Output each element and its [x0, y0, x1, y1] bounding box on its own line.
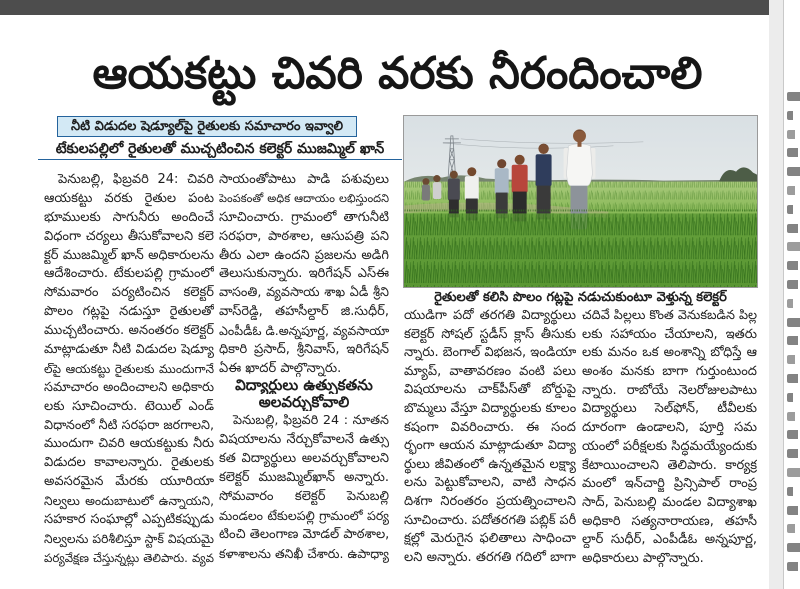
article-text-line: క్టర్ ముజమ్మిల్ ఖాన్ అధికారులను [44, 247, 214, 263]
article-text-line: ఏఈ ఖాదర్ పాల్గొన్నారు. [219, 360, 342, 376]
article-text-line: మండలం టేకులపల్లి గ్రామంలో పర్య [219, 508, 389, 523]
clipped-text-fragment [787, 468, 800, 477]
clipped-text-fragment [787, 261, 798, 270]
article-text-line: సోమవారం పర్యటించిన కలెక్టర్ [44, 285, 214, 301]
clipped-text-fragment [787, 543, 800, 552]
article-text-line: సాద్, పెనుబల్లి మండల విద్యాశాఖ [582, 494, 757, 510]
article-column-2-top [219, 171, 389, 379]
article-text-line: సరఫరా, పాఠశాల, ఆసుపత్రి పని [219, 228, 389, 244]
article-text-line: యంలో పరీక్షలకు సిద్ధమయ్యేందుకు [582, 438, 757, 454]
adjacent-article-edge [787, 92, 800, 582]
article-text-line: తీరు ఎలా ఉందని ప్రజలను అడిగి [219, 247, 389, 263]
article-text-line: భూములకు సాగునీరు అందించే [44, 209, 214, 225]
clipped-text-fragment [787, 111, 793, 120]
clipped-text-fragment [787, 130, 795, 139]
article-text-line: కత విద్యార్థులు అలవర్చుకోవాలని [219, 451, 389, 466]
article-text-line: సోమవారం కలెక్టర్ పెనుబల్లి [219, 489, 389, 504]
article-text-line: మ్యాప్, వాతావరణం వంటి పలు [404, 363, 576, 379]
clipped-text-fragment [787, 449, 798, 458]
clipped-text-fragment [787, 148, 798, 157]
article-text-line: సూచించారు. పదోతరగతి పబ్లిక్ పరీ [404, 512, 576, 528]
clipped-text-fragment [787, 524, 795, 533]
page-top-band [0, 0, 770, 15]
students-subheading [219, 377, 389, 411]
article-text-line: పొలం గట్లపై నడుస్తూ రైతులతో [44, 304, 214, 320]
article-text-line: విడుదల కావాలన్నారు. రైతులకు [44, 455, 214, 471]
article-text-line: న్నారు. బెంగాల్ విభజన, ఇండియా [404, 345, 576, 361]
article-text-line: విధంగా చర్యలు తీసుకోవాలని కలె [44, 228, 214, 244]
article-text-line: టించి తెలంగాణ మోడల్ పాఠశాల, [219, 527, 389, 542]
article-text-line: విషయాలను చాక్‌పీస్‌తో బోర్డుపై [404, 382, 576, 398]
clipped-text-fragment [787, 186, 795, 195]
field-photo-illustration [404, 116, 757, 287]
article-text-line: కళాశాలను తనిఖీ చేశారు. ఉపాధ్యా [219, 546, 389, 561]
article-text-line: బొమ్మలు వేస్తూ విద్యార్థులకు కూలం [404, 400, 576, 416]
clipped-text-fragment [787, 318, 800, 327]
article-text-line: దిశగా నిరంతరం ప్రయత్నించాలని [404, 493, 576, 509]
clipped-text-fragment [787, 299, 793, 308]
article-text-line: వాసంతి, వ్యవసాయ శాఖ ఏడీ శ్రీని [219, 285, 389, 301]
clipped-text-fragment [787, 487, 793, 496]
article-column-4 [582, 307, 757, 569]
article-text-line: ఆదేశించారు. టేకులపల్లి గ్రామంలో [44, 266, 214, 282]
article-text-line: లని అన్నారు. తరగతి గదిలో బాగా [404, 549, 576, 565]
person-figure [536, 144, 552, 220]
subheading-line: విద్యార్థులు ఉత్సుకతను [235, 377, 373, 394]
article-column-1 [44, 171, 214, 568]
person-figure [433, 175, 441, 199]
headline: ఆయకట్టు చివరి వరకు నీరందించాలి [92, 48, 703, 99]
subheading-line: అలవర్చుకోవాలి [258, 394, 350, 411]
article-text-line: ర్థులు జీవితంలో ఉన్నతమైన లక్ష్యా [404, 456, 576, 472]
article-text-line: సూచించారు. గ్రామంలో తాగునీటి [219, 209, 389, 225]
article-text-line: నిల్వలను పరిశీలిస్తూ స్టాక్ విషయమై [44, 531, 214, 546]
clipped-text-fragment [787, 205, 793, 214]
article-text-line: అవసరమైన మేరకు యూరియా [44, 474, 214, 490]
foreground-crop-blades [404, 209, 757, 287]
article-text-line: పెనుబల్లి, ఫిబ్రవరి 24: చివరి [58, 172, 214, 187]
clipped-text-fragment [787, 92, 800, 101]
article-text-line: వాస్‌రెడ్డి, తహసీల్దార్ జి.సుధీర్, [219, 304, 389, 320]
clipped-text-fragment [787, 280, 798, 289]
article-text-line: అంశం మనకు బాగా గుర్తుంటుంద [582, 364, 757, 380]
article-text-line: ముచ్చటించారు. అనంతరం కలెక్టర్ [44, 323, 214, 339]
article-text-line: దూరంగా ఉండాలని, పూర్తి సమ [582, 420, 757, 436]
article-text-line: విద్యార్థులు సెల్‌ఫోన్, టీవీలకు [582, 401, 757, 417]
clipped-text-fragment [787, 374, 798, 383]
article-text-line: పర్యవేక్షణ చేస్తున్నట్లు తెలిపారు. వ్యవ [44, 550, 214, 565]
article-text-line: క్షల్లో మెరుగైన ఫలితాలు సాధించా [404, 531, 576, 547]
article-text-line: ర్భంగా ఆయన మాట్లాడుతూ విద్యా [404, 438, 576, 454]
article-text-line: ల్‌పై ఆయకట్టు రైతులకు ముందుగానే [44, 361, 214, 376]
article-text-line: ల్దార్ సుధీర్, ఎంపీడీఓ అన్నపూర్ణ, [582, 532, 757, 548]
article-column-3 [404, 307, 576, 567]
article-text-line: న్నారు. రాబోయే నెలరోజులపాటు [582, 382, 757, 398]
clipped-text-fragment [787, 355, 795, 364]
article-text-line: కలెక్టర్ సోషల్ స్టడీస్ క్లాస్ తీసుకు [404, 326, 576, 342]
page-gutter [769, 0, 784, 589]
article-text-line: ఎంపీడీఓ డి.అన్నపూర్ణ, వ్యవసాయా [219, 323, 389, 339]
subheadline-box: నీటి విడుదల షెడ్యూల్‌పై రైతులకు సమాచారం ఇవ్వాలి [57, 116, 357, 137]
clipped-text-fragment [787, 167, 800, 176]
article-text-line: పెనుబల్లి, ఫిబ్రవరి 24 : నూతన [233, 413, 389, 428]
clipped-text-fragment [787, 336, 798, 345]
article-text-line: యుడిగా పదో తరగతి విద్యార్థులు [404, 308, 576, 323]
article-text-line: ఆయకట్టు వరకు రైతుల పంట [44, 190, 214, 206]
clipped-text-fragment [787, 412, 795, 421]
deck-line: టేకులపల్లిలో రైతులతో ముచ్చటించిన కలెక్టర్ ముజమ్మిల్ ఖాన్ [38, 139, 402, 160]
article-text-line: విధానంలో నీటి సరఫరా జరగాలని, [44, 417, 214, 433]
clipped-text-fragment [787, 224, 798, 233]
clipped-text-fragment [787, 430, 798, 439]
photo-caption: రైతులతో కలిసి పొలం గట్లపై నడుచుకుంటూ వెళ్తున్న కలెక్టర్ [434, 290, 727, 305]
article-text-line: ముందుగా చివరి ఆయకట్టుకు నీరు [44, 436, 214, 452]
clipped-text-fragment [787, 506, 798, 515]
article-text-line: సహకార సంఘాల్లో ఎప్పటికప్పుడు [44, 512, 214, 528]
clipped-text-fragment [787, 562, 798, 571]
article-text-line: విషయాలను నేర్చుకోవాలనే ఉత్సు [219, 432, 389, 447]
article-text-line: ధికారి ప్రసాద్, శ్రీనివాస్, ఇరిగేషన్ [219, 342, 389, 358]
article-text-line: లకు సూచించారు. టెయిల్ ఎండ్ [44, 398, 214, 414]
article-text-line: మంలో ఇన్‌చార్జి ప్రిన్సిపాల్ రాంప్ర [582, 476, 757, 492]
article-text-line: కేటాయించాలని తెలిపారు. కార్యక్ర [582, 457, 757, 473]
clipped-text-fragment [787, 242, 800, 251]
article-text-line: సమాచారం అందించాలని అధికారు [44, 379, 214, 395]
article-text-line: లకు సహాయం చేయాలని, ఇతరు [582, 326, 757, 342]
article-text-line: తెలుసుకున్నారు. ఇరిగేషన్ ఎస్ఈ [219, 266, 389, 282]
article-text-line: లకు మనం ఒక అంశాన్ని బోధిస్తే ఆ [582, 345, 757, 361]
article-text-line: కలెక్టర్ ముజమ్మిల్‌ఖాన్ అన్నారు. [219, 470, 389, 485]
clipped-text-fragment [787, 393, 793, 402]
article-text-line: అధికారులు పాల్గొన్నారు. [582, 550, 704, 566]
article-text-line: మాట్లాడుతూ నీటి విడుదల షెడ్యూ [44, 342, 214, 358]
article-text-line: సాయంతోపాటు పాడి పశువులు [219, 172, 389, 187]
article-text-line: పెంపకంతో అధిక ఆదాయం లభిస్తుందని [219, 191, 389, 205]
article-text-line: లను పెట్టుకోవాలని, వాటి సాధన [404, 475, 576, 491]
article-text-line: నిల్వలు అందుబాటులో ఉన్నాయని, [44, 494, 214, 509]
article-text-line: కషంగా వివరించారు. ఈ సంద [404, 419, 576, 435]
person-figure [422, 178, 430, 200]
article-column-2-bottom [219, 411, 389, 563]
article-text-line: చదివే పిల్లలు కొంత వెనుకబడిన పిల్ల [582, 308, 757, 323]
news-photo [403, 115, 758, 288]
article-text-line: అధికారి సత్యనారాయణ, తహసీ [582, 513, 757, 529]
